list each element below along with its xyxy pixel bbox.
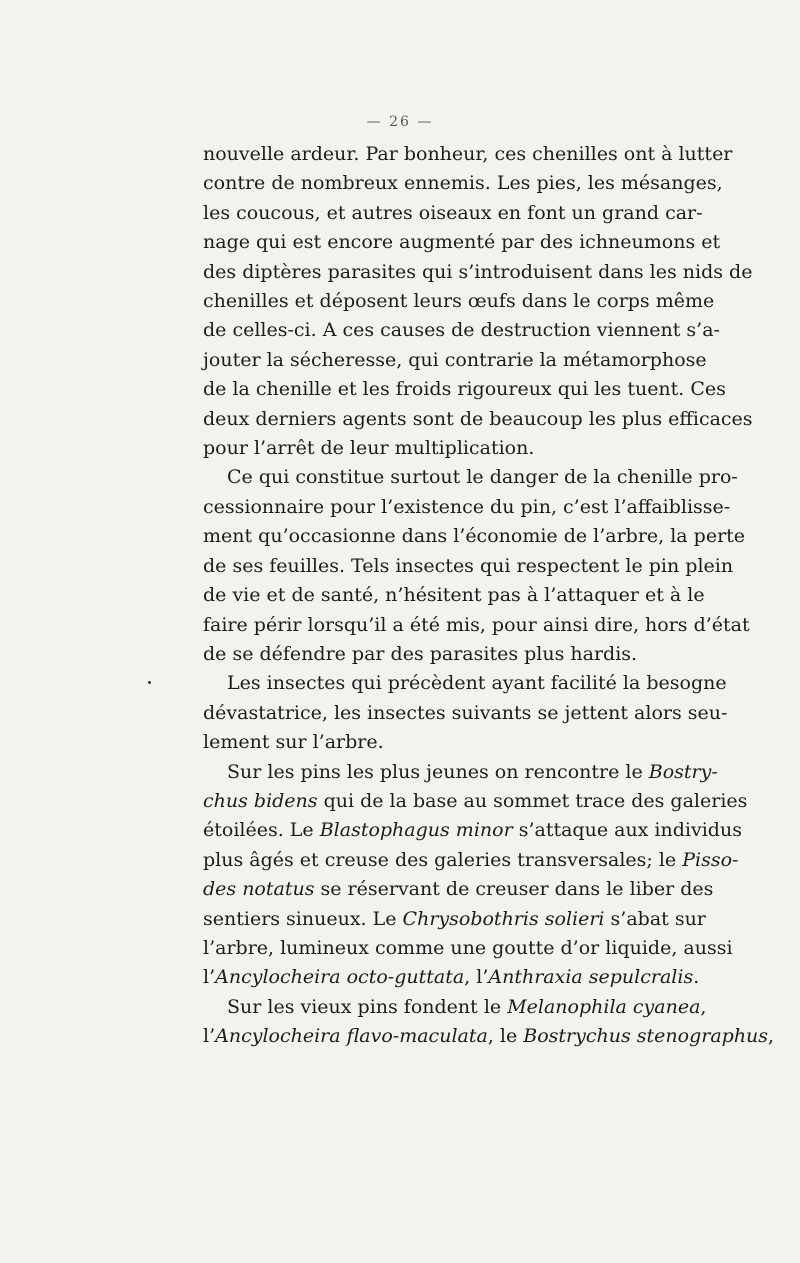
text-line [203, 758, 718, 787]
paragraph [203, 758, 748, 993]
text-line [203, 405, 753, 434]
margin-speck [148, 681, 151, 684]
text-line [203, 493, 731, 522]
text-run: de se défendre par des parasites plus hardis. [203, 642, 638, 665]
text-run: . [693, 966, 700, 989]
text-line [203, 669, 727, 698]
text-line [203, 463, 738, 492]
italic-term: Anthraxia sepulcralis [488, 966, 694, 989]
text-run: , [700, 995, 707, 1018]
text-line [203, 346, 707, 375]
text-run: , le [487, 1025, 524, 1048]
text-run: de la chenille et les froids rigoureux qui les tuent. Ces [203, 378, 726, 401]
text-line [203, 934, 733, 963]
text-run: les coucous, et autres oiseaux en font un grand car- [203, 201, 703, 224]
text-run: qui de la base au sommet trace des galeries [317, 789, 748, 812]
text-run: Sur les pins les plus jeunes on rencontre le [227, 760, 649, 783]
text-run: lement sur l’arbre. [203, 731, 384, 754]
text-line [203, 611, 750, 640]
text-line [203, 169, 723, 198]
italic-term: des notatus [203, 878, 315, 901]
text-line [203, 1022, 775, 1051]
text-line [203, 287, 715, 316]
page-number: — 26 — [366, 114, 434, 130]
text-line [203, 140, 733, 169]
text-run: , [768, 1025, 775, 1048]
text-run: de celles-ci. A ces causes de destruction viennent s’a- [203, 319, 720, 342]
text-line [203, 375, 726, 404]
text-run: de vie et de santé, n’hésitent pas à l’attaquer et à le [203, 584, 705, 607]
text-line [203, 846, 739, 875]
text-line [203, 434, 675, 463]
text-run: l’ [203, 966, 216, 989]
text-run: ment qu’occasionne dans l’économie de l’arbre, la perte [203, 525, 746, 548]
text-line [203, 699, 728, 728]
text-line [203, 199, 703, 228]
text-line [203, 993, 707, 1022]
text-run: faire périr lorsqu’il a été mis, pour ainsi dire, hors d’état [203, 613, 750, 636]
text-run: dévastatrice, les insectes suivants se jettent alors seu- [203, 701, 728, 724]
paragraph [203, 993, 775, 1052]
text-line [203, 552, 734, 581]
text-run: Ce qui constitue surtout le danger de la chenille pro- [227, 466, 738, 489]
text-run: plus âgés et creuse des galeries transversales; le [203, 848, 683, 871]
italic-term: Chrysobothris solieri [402, 907, 605, 930]
paragraph [203, 140, 753, 463]
text-run: Sur les vieux pins fondent le [227, 995, 508, 1018]
body-text [203, 140, 775, 1052]
text-run: chenilles et déposent leurs œufs dans le corps même [203, 290, 715, 313]
text-run: , l’ [464, 966, 489, 989]
text-line [203, 581, 705, 610]
text-run: des diptères parasites qui s’introduisent dans les nids de [203, 260, 753, 283]
text-run: s’attaque aux individus [512, 819, 742, 842]
text-run: Les insectes qui précèdent ayant facilité la besogne [227, 672, 727, 695]
text-line [203, 963, 700, 992]
text-run: s’abat sur [604, 907, 706, 930]
text-line [203, 522, 746, 551]
italic-term: Pisso- [682, 848, 739, 871]
text-line [203, 258, 753, 287]
italic-term: Blastophagus minor [319, 819, 513, 842]
paragraph [203, 463, 750, 669]
italic-term: Melanophila cyanea [507, 995, 701, 1018]
text-run: nouvelle ardeur. Par bonheur, ces chenilles ont à lutter [203, 143, 733, 165]
text-line [203, 816, 742, 845]
text-run: nage qui est encore augmenté par des ichneumons et [203, 231, 721, 254]
text-run: l’ [203, 1025, 216, 1048]
text-run: deux derniers agents sont de beaucoup les plus efficaces [203, 407, 753, 430]
text-line [203, 640, 675, 669]
text-run: contre de nombreux ennemis. Les pies, les mésanges, [203, 172, 723, 195]
text-run: l’arbre, lumineux comme une goutte d’or liquide, aussi [203, 936, 733, 959]
text-run: étoilées. Le [203, 819, 320, 842]
text-run: sentiers sinueux. Le [203, 907, 403, 930]
text-line [203, 875, 714, 904]
text-line [203, 905, 706, 934]
text-run: se réservant de creuser dans le liber des [314, 878, 714, 901]
text-line [203, 728, 675, 757]
text-line [203, 228, 721, 257]
text-run: pour l’arrêt de leur multiplication. [203, 437, 535, 460]
paragraph [203, 669, 728, 757]
text-line [203, 787, 748, 816]
text-run: cessionnaire pour l’existence du pin, c’est l’affaiblisse- [203, 495, 731, 518]
italic-term: chus bidens [203, 789, 318, 812]
italic-term: Bostrychus stenographus [523, 1025, 769, 1048]
italic-term: Ancylocheira octo-guttata [215, 966, 465, 989]
italic-term: Bostry- [648, 760, 718, 783]
italic-term: Ancylocheira flavo-maculata [215, 1025, 488, 1048]
text-run: de ses feuilles. Tels insectes qui respectent le pin plein [203, 554, 734, 577]
text-line [203, 316, 720, 345]
text-run: jouter la sécheresse, qui contrarie la métamorphose [203, 348, 707, 371]
